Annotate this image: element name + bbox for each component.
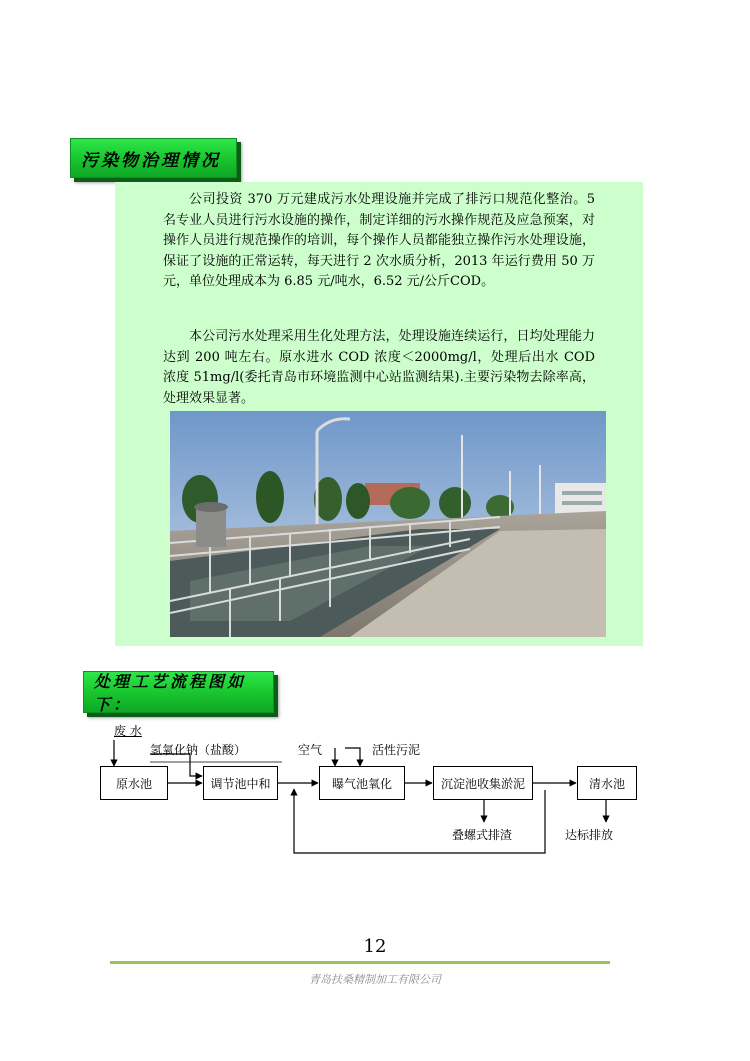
- footer-company-name: 青岛扶桑精制加工有限公司: [309, 973, 441, 986]
- section-heading-text: 污染物治理情况: [81, 150, 221, 171]
- arrow-sludge-in: [345, 748, 360, 766]
- label-chemicals: 氢氧化钠（盐酸）: [150, 743, 247, 757]
- box-sedimentation-tank: 沉淀池收集淤泥: [433, 766, 533, 800]
- box-aeration-tank: 曝气池氧化: [319, 766, 405, 800]
- label-sludge-discharge: 叠螺式排渣: [452, 828, 513, 842]
- box-adjust-tank: 调节池中和: [203, 766, 278, 800]
- label-air: 空气: [298, 743, 323, 757]
- label-compliant-discharge: 达标排放: [565, 828, 614, 842]
- box-raw-water-tank: 原水池: [100, 766, 168, 800]
- footer-divider: [110, 961, 610, 964]
- section-heading-text: 处理工艺流程图如下：: [94, 672, 247, 714]
- box-clear-water-tank: 清水池: [577, 766, 637, 800]
- paragraph-investment: 公司投资 370 万元建成污水处理设施并完成了排污口规范化整治。5 名专业人员进行污水设施的操作，制定详细的污水操作规范及应急预案，对操作人员进行规范操作的培训，每个操作人员都能独立操作污水处理设施，保证了设施的正常运转，每天进行 2 次水质分析，2013 年运行费用 50 万元，单位处理成本为 6.85 元/吨水，6.52 元/公斤COD。: [163, 192, 595, 289]
- paragraph-treatment: 本公司污水处理采用生化处理方法，处理设施连续运行，日均处理能力达到 200 吨左右。原水进水 COD 浓度＜2000mg/l，处理后出水 COD 浓度 51mg/l(委托青岛市环境监测中心站监测结果).主要污染物去除率高，处理效果显著。: [163, 329, 595, 406]
- label-wastewater: 废 水: [114, 724, 142, 738]
- label-activated-sludge: 活性污泥: [372, 743, 421, 757]
- page-number: 12: [363, 936, 387, 957]
